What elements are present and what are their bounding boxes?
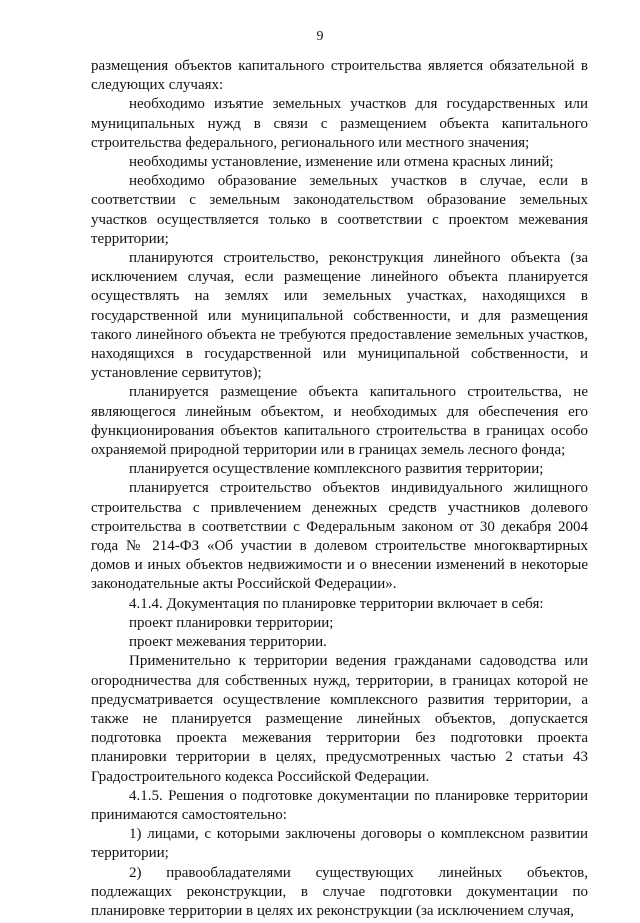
paragraph-list-item: 1) лицами, с которыми заключены договоры о комплексном развитии территории; — [91, 826, 588, 862]
paragraph-list-item: планируется осуществление комплексного развития территории; — [129, 461, 544, 478]
paragraph-list-item: планируется строительство объектов индивидуального жилищного строительства с привлечением денежных средств участников долевого строительства в соответствии с Федеральным законом от 30 декабря 2004 года № 214-ФЗ «Об участии в долевом строительстве многоквартирных домов и иных объектов недвижимости и о внесении изменений в некоторые законодательные акты Российской Федерации». — [91, 480, 588, 593]
paragraph-list-item: планируется размещение объекта капитального строительства, не являющегося линейным объектом, и необходимых для обеспечения его функционирования объектов капитального строительства в границах особо охраняемой природной территории или в границах земель лесного фонда; — [91, 384, 588, 459]
paragraph-list-item: планируются строительство, реконструкция линейного объекта (за исключением случая, если размещение линейного объекта планируется осуществлять на землях или земельных участках, находящихся в государственной или муниципальной собственности, и для размещения такого линейного объекта не требуются предоставление земельных участков, находящихся в государственной или муниципальной собственности, и установление сервитутов); — [91, 250, 588, 382]
paragraph-list-item: проект планировки территории; — [129, 614, 334, 631]
paragraph-list-item: необходимо образование земельных участков в случае, если в соответствии с земельным законодательством образование земельных участков осуществляется только в соответствии с проектом межевания территории; — [91, 173, 588, 247]
paragraph-continuation: размещения объектов капитального строительства является обязательной в следующих случаях: — [91, 58, 588, 94]
paragraph-list-item: проект межевания территории. — [129, 634, 327, 651]
paragraph-list-item: необходимо изъятие земельных участков для государственных или муниципальных нужд в связи с размещением объекта капитального строительства федерального, регионального или местного значения; — [91, 96, 588, 151]
paragraph-list-item: 2) правообладателями существующих линейных объектов, подлежащих реконструкции, в случае подготовки документации по планировке территории в целях их реконструкции (за исключением случая, — [91, 864, 588, 919]
paragraph-section-4-1-5: 4.1.5. Решения о подготовке документации по планировке территории принимаются самостоятельно: — [91, 787, 588, 823]
document-body — [91, 57, 588, 921]
paragraph-body: Применительно к территории ведения гражданами садоводства или огородничества для собственных нужд, территории, в границах которой не предусматривается осуществление комплексного развития территории, а также не планируется размещение линейных объектов, допускается подготовка проекта межевания территории без подготовки проекта планировки территории в целях, предусмотренных частью 2 статьи 43 Градостроительного кодекса Российской Федерации. — [91, 653, 588, 785]
paragraph-section-4-1-4: 4.1.4. Документация по планировке территории включает в себя: — [129, 595, 544, 612]
paragraph-list-item: необходимы установление, изменение или отмена красных линий; — [129, 154, 554, 171]
page-number: 9 — [316, 29, 324, 44]
